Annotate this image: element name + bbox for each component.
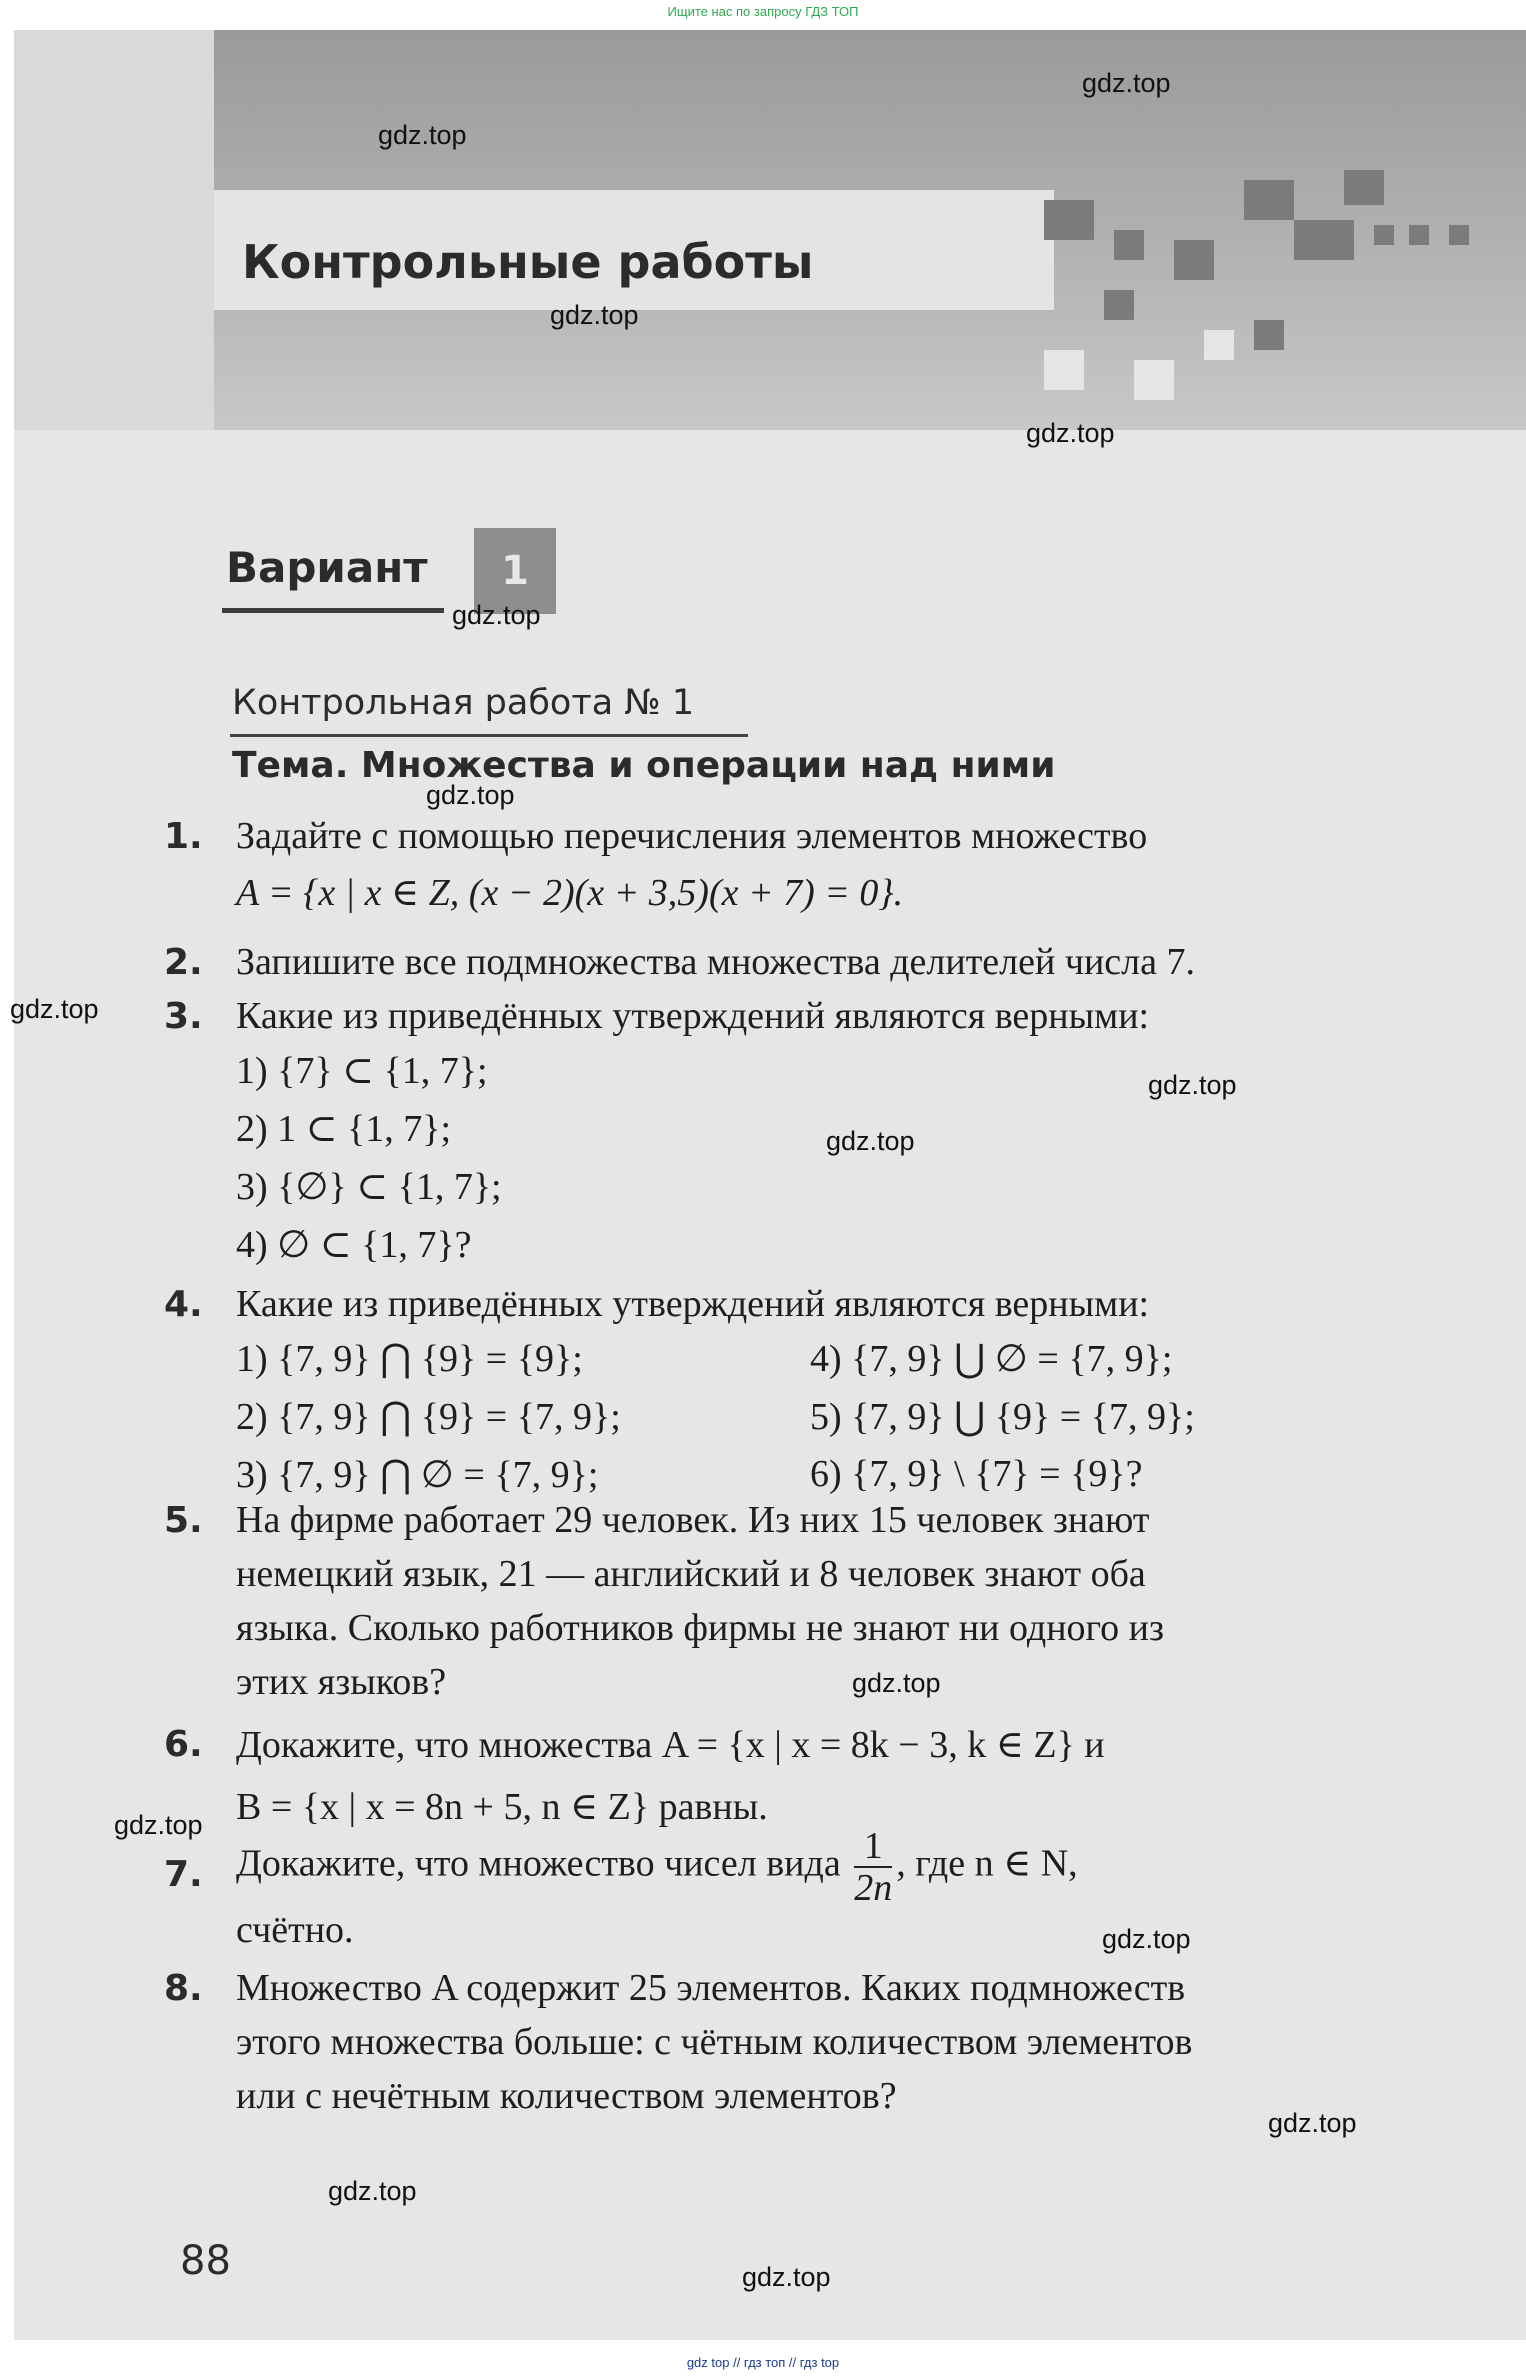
task-text: Задайте с помощью перечисления элементов множество <box>236 815 1148 857</box>
task-text: Докажите, что множества A = {x | x = 8k − 3, k ∈ Z} и <box>236 1724 1105 1766</box>
task-text: На фирме работает 29 человек. Из них 15 человек знают <box>236 1499 1150 1541</box>
fraction-numerator: 1 <box>854 1826 892 1868</box>
pixel-decoration <box>1254 320 1284 350</box>
pixel-decoration <box>1114 230 1144 260</box>
task-option: 4) ∅ ⊂ {1, 7}? <box>236 1224 472 1266</box>
watermark: gdz.top <box>550 300 639 330</box>
watermark: gdz.top <box>1148 1070 1237 1100</box>
work-title: Контрольная работа № 1 <box>232 683 695 723</box>
task-text: Множество A содержит 25 элементов. Каких подмножеств <box>236 1967 1186 2009</box>
task-text: Какие из приведённых утверждений являются верными: <box>236 995 1150 1037</box>
section-title: Контрольные работы <box>242 235 814 289</box>
header-left-panel <box>14 30 214 430</box>
fraction <box>854 1826 892 1908</box>
task-text-part: Докажите, что множество чисел вида <box>236 1842 841 1885</box>
task-formula: A = {x | x ∈ Z, (x − 2)(x + 3,5)(x + 7) = 0}. <box>236 872 904 914</box>
pixel-decoration <box>1104 290 1134 320</box>
task-option: 1) {7, 9} ⋂ {9} = {9}; <box>236 1338 583 1380</box>
task-option: 2) {7, 9} ⋂ {9} = {7, 9}; <box>236 1396 621 1438</box>
variant-underline <box>222 608 444 613</box>
task-option: 6) {7, 9} \ {7} = {9}? <box>810 1453 1143 1495</box>
watermark: gdz.top <box>852 1668 941 1698</box>
watermark: gdz.top <box>328 2176 417 2206</box>
task-number: 8. <box>164 1968 203 2009</box>
pixel-decoration <box>1204 330 1234 360</box>
task-number: 6. <box>164 1724 203 1765</box>
pixel-decoration <box>1344 170 1384 205</box>
task-text: немецкий язык, 21 — английский и 8 человек знают оба <box>236 1553 1146 1595</box>
task-option: 2) 1 ⊂ {1, 7}; <box>236 1108 452 1150</box>
task-option: 4) {7, 9} ⋃ ∅ = {7, 9}; <box>810 1338 1173 1380</box>
task-text: счётно. <box>236 1909 354 1951</box>
variant-number-badge: 1 <box>474 528 556 614</box>
watermark: gdz.top <box>1268 2108 1357 2138</box>
task-number: 1. <box>164 816 203 857</box>
task-option: 1) {7} ⊂ {1, 7}; <box>236 1050 488 1092</box>
watermark: gdz.top <box>742 2262 831 2292</box>
pixel-decoration <box>1409 225 1429 245</box>
variant-label: Вариант <box>226 543 428 592</box>
work-title-underline <box>230 734 748 737</box>
pixel-decoration <box>1044 350 1084 390</box>
pixel-decoration <box>1244 180 1294 220</box>
task-text: B = {x | x = 8n + 5, n ∈ Z} равны. <box>236 1786 768 1828</box>
pixel-decoration <box>1294 220 1354 260</box>
task-text: или с нечётным количеством элементов? <box>236 2075 897 2117</box>
bottom-note: gdz top // гдз топ // гдз top <box>686 2355 840 2370</box>
pixel-decoration <box>1134 360 1174 400</box>
task-number: 2. <box>164 942 203 983</box>
watermark: gdz.top <box>826 1126 915 1156</box>
task-number: 4. <box>164 1284 203 1325</box>
pixel-decoration <box>1374 225 1394 245</box>
pixel-decoration <box>1174 240 1214 280</box>
fraction-denominator: 2n <box>854 1867 893 1909</box>
task-text: этих языков? <box>236 1661 447 1703</box>
watermark: gdz.top <box>452 600 541 630</box>
topic-heading: Тема. Множества и операции над ними <box>232 745 1056 786</box>
task-text: Запишите все подмножества множества делителей числа 7. <box>236 941 1195 983</box>
watermark: gdz.top <box>1102 1924 1191 1954</box>
watermark: gdz.top <box>1082 68 1171 98</box>
top-note: Ищите нас по запросу ГДЗ ТОП <box>667 4 859 19</box>
page-number: 88 <box>180 2238 231 2284</box>
task-option: 3) {∅} ⊂ {1, 7}; <box>236 1166 502 1208</box>
task-option: 3) {7, 9} ⋂ ∅ = {7, 9}; <box>236 1454 599 1496</box>
task-text: Какие из приведённых утверждений являются верными: <box>236 1283 1150 1325</box>
textbook-page <box>14 30 1526 2340</box>
task-option: 5) {7, 9} ⋃ {9} = {7, 9}; <box>810 1396 1195 1438</box>
task-number: 3. <box>164 996 203 1037</box>
task-text <box>236 1826 1078 1908</box>
watermark: gdz.top <box>378 120 467 150</box>
task-number: 5. <box>164 1500 203 1541</box>
watermark: gdz.top <box>426 780 515 810</box>
pixel-decoration <box>1449 225 1469 245</box>
task-text: этого множества больше: с чётным количеством элементов <box>236 2021 1193 2063</box>
task-text-part: , где n ∈ N, <box>896 1842 1078 1885</box>
task-number: 7. <box>164 1854 203 1895</box>
pixel-decoration <box>1044 200 1094 240</box>
watermark: gdz.top <box>10 994 99 1024</box>
task-text: языка. Сколько работников фирмы не знают ни одного из <box>236 1607 1165 1649</box>
watermark: gdz.top <box>114 1810 203 1840</box>
watermark: gdz.top <box>1026 418 1115 448</box>
